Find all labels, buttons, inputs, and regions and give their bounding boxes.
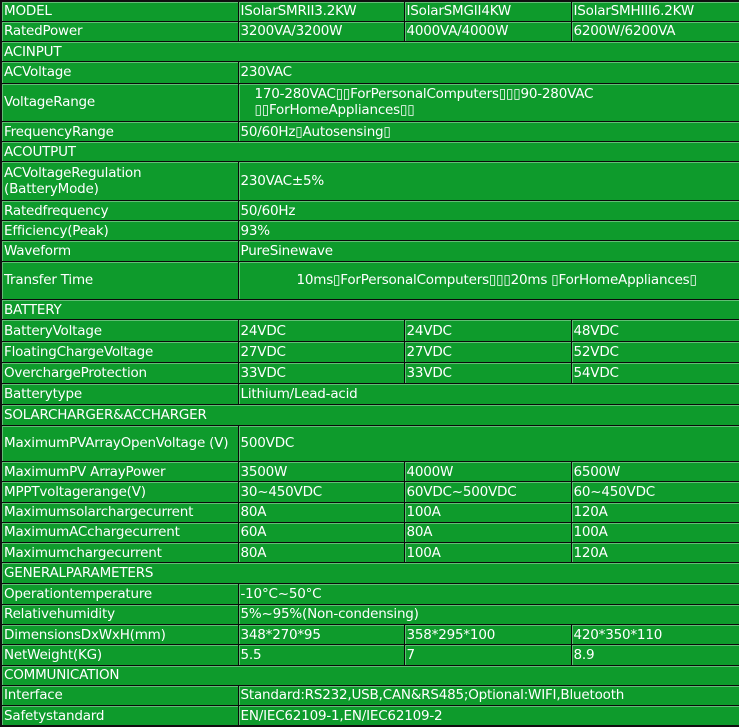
- section-row: [1, 300, 739, 320]
- humidity-value: 5%~95%(Non-condensing): [238, 604, 739, 624]
- battery-type-label: Batterytype: [1, 384, 238, 405]
- max-solar-current-3: 120A: [571, 502, 739, 522]
- spec-row: [1, 543, 739, 563]
- section-ac-input: ACINPUT: [1, 42, 739, 62]
- net-weight-1: 5.5: [238, 645, 404, 665]
- spec-row: [1, 604, 739, 624]
- rated-frequency-value: 50/60Hz: [238, 200, 739, 220]
- voltage-range-value: 170-280VAC▯▯ForPersonalComputers▯▯▯90-280VAC ▯▯ForHomeAppliances▯▯: [238, 83, 739, 121]
- interface-value: Standard:RS232,USB,CAN&RS485;Optional:WIFI,Bluetooth: [238, 685, 739, 705]
- spec-row: [1, 261, 739, 299]
- section-row: [1, 405, 739, 425]
- efficiency-label: Efficiency(Peak): [1, 221, 238, 241]
- spec-row: [1, 362, 739, 383]
- humidity-label: Relativehumidity: [1, 604, 238, 624]
- max-ac-current-1: 60A: [238, 522, 404, 542]
- max-solar-current-label: Maximumsolarchargecurrent: [1, 502, 238, 522]
- max-pv-power-3: 6500W: [571, 462, 739, 482]
- transfer-time-value: 10ms▯ForPersonalComputers▯▯▯20ms ▯ForHomeAppliances▯: [238, 261, 739, 299]
- spec-row: [1, 241, 739, 261]
- max-solar-current-1: 80A: [238, 502, 404, 522]
- max-ac-current-label: MaximumACchargecurrent: [1, 522, 238, 542]
- max-solar-current-2: 100A: [404, 502, 571, 522]
- frequency-range-label: FrequencyRange: [1, 121, 238, 141]
- max-pv-voltage-value: 500VDC: [238, 425, 739, 461]
- overcharge-1: 33VDC: [238, 362, 404, 383]
- spec-row: [1, 583, 739, 604]
- section-row: [1, 665, 739, 685]
- section-row: [1, 142, 739, 162]
- rated-power-3: 6200W/6200VA: [571, 21, 739, 41]
- operation-temp-value: -10°C~50°C: [238, 583, 739, 604]
- efficiency-value: 93%: [238, 221, 739, 241]
- section-general: GENERALPARAMETERS: [1, 563, 739, 583]
- ac-voltage-value: 230VAC: [238, 62, 739, 83]
- mppt-range-1: 30~450VDC: [238, 482, 404, 502]
- net-weight-2: 7: [404, 645, 571, 665]
- voltage-regulation-label: ACVoltageRegulation (BatteryMode): [1, 162, 238, 200]
- battery-voltage-1: 24VDC: [238, 320, 404, 341]
- section-solar-charger: SOLARCHARGER&ACCHARGER: [1, 405, 739, 425]
- max-charge-current-3: 120A: [571, 543, 739, 563]
- max-charge-current-1: 80A: [238, 543, 404, 563]
- overcharge-3: 54VDC: [571, 362, 739, 383]
- max-ac-current-2: 80A: [404, 522, 571, 542]
- dimensions-2: 358*295*100: [404, 625, 571, 645]
- spec-row: [1, 645, 739, 665]
- mppt-range-3: 60~450VDC: [571, 482, 739, 502]
- model-1: ISolarSMRII3.2KW: [238, 1, 404, 21]
- spec-row: [1, 221, 739, 241]
- rated-power-label: RatedPower: [1, 21, 238, 41]
- section-battery: BATTERY: [1, 300, 739, 320]
- dimensions-1: 348*270*95: [238, 625, 404, 645]
- spec-row: [1, 62, 739, 83]
- dimensions-label: DimensionsDxWxH(mm): [1, 625, 238, 645]
- battery-voltage-3: 48VDC: [571, 320, 739, 341]
- model-3: ISolarSMHIII6.2KW: [571, 1, 739, 21]
- spec-row: [1, 706, 739, 726]
- floating-charge-1: 27VDC: [238, 341, 404, 362]
- spec-row: [1, 200, 739, 220]
- max-ac-current-3: 100A: [571, 522, 739, 542]
- section-communication: COMMUNICATION: [1, 665, 739, 685]
- model-row: [1, 1, 739, 21]
- mppt-range-label: MPPTvoltagerange(V): [1, 482, 238, 502]
- dimensions-3: 420*350*110: [571, 625, 739, 645]
- max-pv-power-2: 4000W: [404, 462, 571, 482]
- max-charge-current-label: Maximumchargecurrent: [1, 543, 238, 563]
- spec-row: [1, 384, 739, 405]
- max-charge-current-2: 100A: [404, 543, 571, 563]
- waveform-label: Waveform: [1, 241, 238, 261]
- safety-label: Safetystandard: [1, 706, 238, 726]
- rated-power-row: [1, 21, 739, 41]
- spec-row: [1, 502, 739, 522]
- floating-charge-3: 52VDC: [571, 341, 739, 362]
- rated-frequency-label: Ratedfrequency: [1, 200, 238, 220]
- rated-power-2: 4000VA/4000W: [404, 21, 571, 41]
- max-pv-power-1: 3500W: [238, 462, 404, 482]
- interface-label: Interface: [1, 685, 238, 705]
- spec-row: [1, 425, 739, 461]
- net-weight-3: 8.9: [571, 645, 739, 665]
- spec-row: [1, 341, 739, 362]
- overcharge-2: 33VDC: [404, 362, 571, 383]
- spec-row: [1, 83, 739, 121]
- spec-row: [1, 320, 739, 341]
- operation-temp-label: Operationtemperature: [1, 583, 238, 604]
- floating-charge-label: FloatingChargeVoltage: [1, 341, 238, 362]
- voltage-range-label: VoltageRange: [1, 83, 238, 121]
- spec-row: [1, 625, 739, 645]
- battery-type-value: Lithium/Lead-acid: [238, 384, 739, 405]
- waveform-value: PureSinewave: [238, 241, 739, 261]
- section-row: [1, 42, 739, 62]
- overcharge-label: OverchargeProtection: [1, 362, 238, 383]
- spec-row: [1, 482, 739, 502]
- battery-voltage-label: BatteryVoltage: [1, 320, 238, 341]
- max-pv-power-label: MaximumPV ArrayPower: [1, 462, 238, 482]
- spec-row: [1, 162, 739, 200]
- transfer-time-label: Transfer Time: [1, 261, 238, 299]
- floating-charge-2: 27VDC: [404, 341, 571, 362]
- voltage-regulation-value: 230VAC±5%: [238, 162, 739, 200]
- section-ac-output: ACOUTPUT: [1, 142, 739, 162]
- spec-row: [1, 522, 739, 542]
- spec-row: [1, 462, 739, 482]
- section-row: [1, 563, 739, 583]
- net-weight-label: NetWeight(KG): [1, 645, 238, 665]
- rated-power-1: 3200VA/3200W: [238, 21, 404, 41]
- ac-voltage-label: ACVoltage: [1, 62, 238, 83]
- safety-value: EN/IEC62109-1,EN/IEC62109-2: [238, 706, 739, 726]
- mppt-range-2: 60VDC~500VDC: [404, 482, 571, 502]
- model-2: ISolarSMGII4KW: [404, 1, 571, 21]
- battery-voltage-2: 24VDC: [404, 320, 571, 341]
- model-label: MODEL: [1, 1, 238, 21]
- max-pv-voltage-label: MaximumPVArrayOpenVoltage (V): [1, 425, 238, 461]
- frequency-range-value: 50/60Hz▯Autosensing▯: [238, 121, 739, 141]
- spec-row: [1, 121, 739, 141]
- spec-row: [1, 685, 739, 705]
